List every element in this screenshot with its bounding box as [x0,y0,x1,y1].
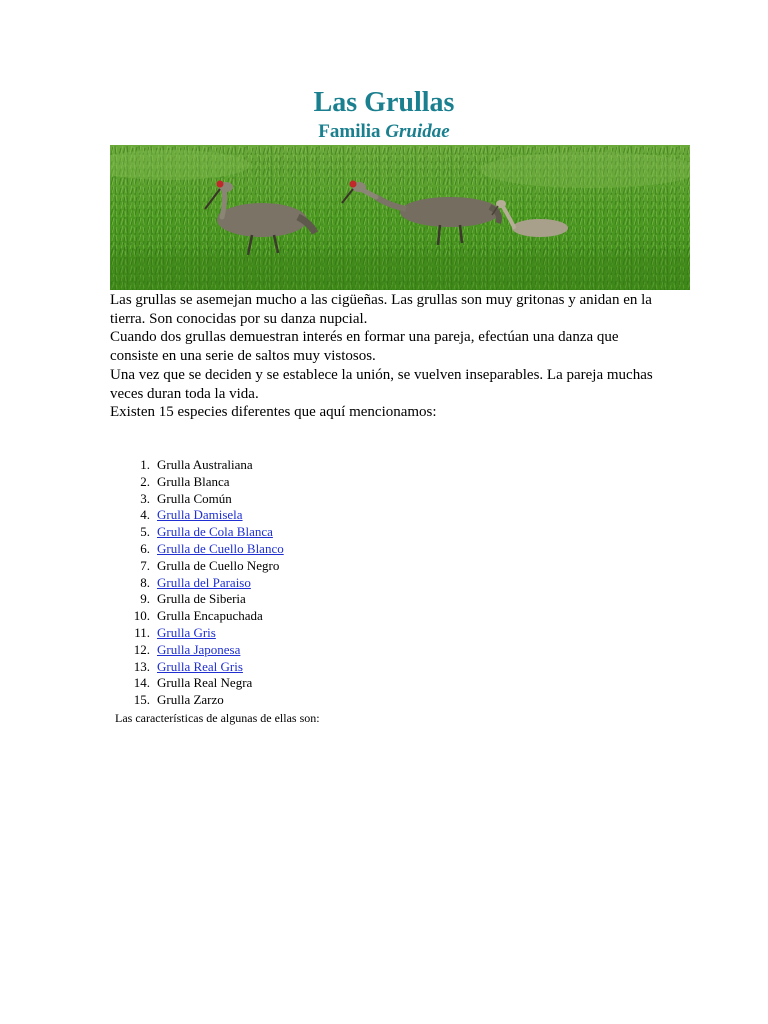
species-list-item[interactable] [128,524,284,541]
species-name: Grulla Zarzo [157,692,224,708]
species-name: Grulla de Cuello Negro [157,557,280,573]
cranes-photo [110,145,690,290]
species-list-item [128,692,284,709]
list-item-number: 13 . [128,659,150,676]
species-link[interactable]: Grulla Japonesa [157,641,241,657]
species-link[interactable]: Grulla Damisela [157,507,243,523]
list-item-number: 14 . [128,675,150,692]
species-link[interactable]: Grulla Gris [157,624,216,640]
species-link[interactable]: Grulla Real Gris [157,658,243,674]
list-item-number: 10 . [128,608,150,625]
subtitle-family-name: Gruidae [385,121,450,142]
species-name: Grulla Australiana [157,457,253,472]
species-link[interactable]: Grulla de Cola Blanca [157,524,273,540]
list-item-number: 5 . [128,524,150,541]
intro-paragraph: Existen 15 especies diferentes que aquí mencionamos: [110,404,437,421]
species-name: Grulla Blanca [157,473,230,489]
species-list-item [128,675,284,692]
species-link[interactable]: Grulla del Paraiso [157,574,251,590]
list-item-number: 6 . [128,541,150,558]
subtitle-prefix: Familia [318,121,381,142]
list-item-number: 3 . [128,491,150,508]
species-list-item[interactable] [128,541,284,558]
species-name: Grulla Común [157,490,232,506]
species-list-item[interactable] [128,659,284,676]
species-name: Grulla de Siberia [157,591,246,607]
list-item-number: 2 . [128,474,150,491]
species-list-item[interactable] [128,575,284,592]
species-list-item [128,474,284,491]
list-item-number: 15 . [128,692,150,709]
species-link[interactable]: Grulla de Cuello Blanco [157,540,284,556]
list-item-number: 1 . [128,457,150,474]
species-list-item [128,491,284,508]
species-list [128,457,284,709]
list-item-number: 8 . [128,575,150,592]
species-name: Grulla Encapuchada [157,608,263,624]
list-item-number: 12 . [128,642,150,659]
intro-paragraph: Las grullas se asemejan mucho a las cigüeñas. Las grullas son muy gritonas y anidan en la tierra. Son conocidas por su danza nupcial. [110,292,652,327]
species-list-item [128,591,284,608]
page-subtitle [0,120,768,144]
species-list-item [128,457,284,474]
closing-text: Las características de algunas de ellas son: [115,711,320,725]
species-list-item[interactable] [128,625,284,642]
species-list-item [128,558,284,575]
species-list-item[interactable] [128,507,284,524]
species-name: Grulla Real Negra [157,675,253,691]
intro-text [110,291,670,422]
list-item-number: 7 . [128,558,150,575]
page-title: Las Grullas [313,87,455,118]
intro-paragraph: Una vez que se deciden y se establece la unión, se vuelven inseparables. La pareja muchas veces duran toda la vida. [110,366,653,402]
list-item-number: 4 . [128,507,150,524]
species-list-item[interactable] [128,642,284,659]
list-item-number: 11 . [128,625,150,642]
intro-paragraph: Cuando dos grullas demuestran interés en formar una pareja, efectúan una danza que consiste en una serie de saltos muy vistosos. [110,329,619,365]
species-list-item [128,608,284,625]
list-item-number: 9 . [128,591,150,608]
